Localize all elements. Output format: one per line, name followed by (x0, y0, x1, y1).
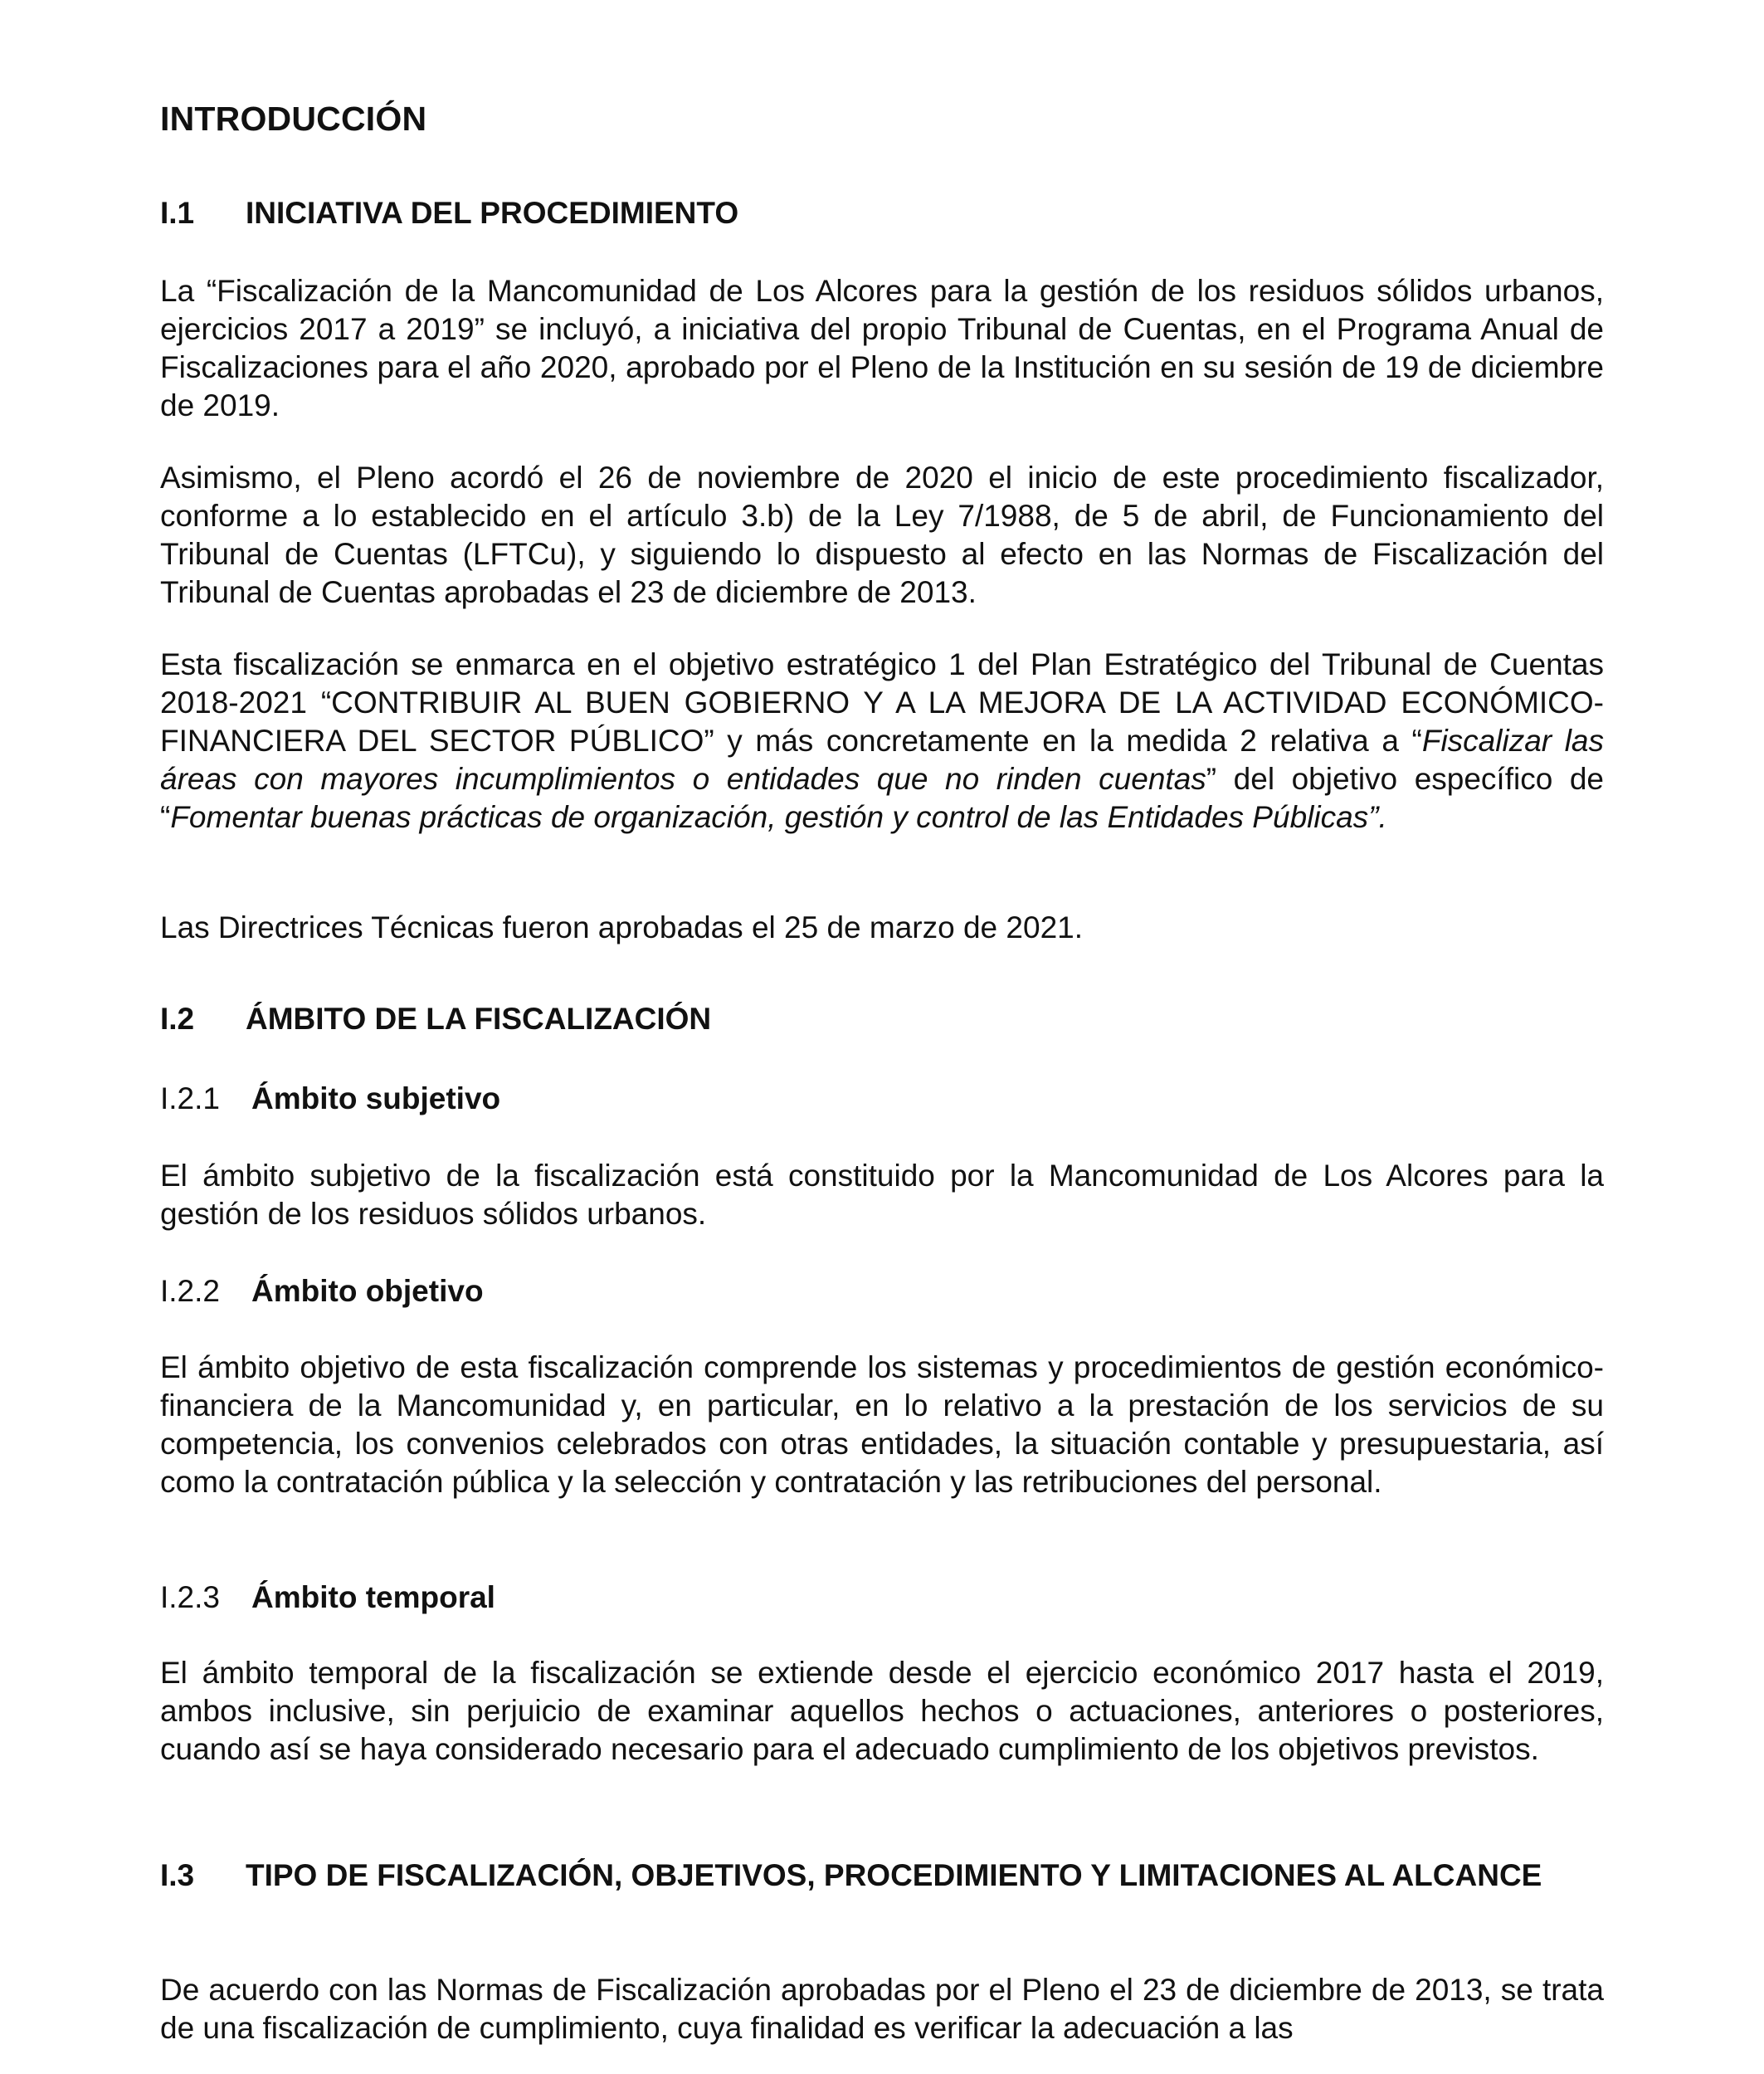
italic-text-run: Fiscalizar las áreas con mayores incumplimientos o entidades que no rinden cuentas (160, 724, 1604, 796)
italic-text-run: Fomentar buenas prácticas de organización, gestión y control de las Entidades Públicas”. (170, 800, 1387, 834)
paragraph-ambito-objetivo: El ámbito objetivo de esta fiscalización comprende los sistemas y procedimientos de gestión económico-financiera de la Mancomunidad y, en particular, en lo relativo a la prestación de los servicios de su competencia, los convenios celebrados con otras entidades, la situación contable y presupuestaria, así como la contratación pública y la selección y contratación y las retribuciones del personal. (160, 1350, 1604, 1499)
section-title: TIPO DE FISCALIZACIÓN, OBJETIVOS, PROCEDIMIENTO Y LIMITACIONES AL ALCANCE (246, 1858, 1542, 1892)
paragraph-ambito-subjetivo: El ámbito subjetivo de la fiscalización está constituido por la Mancomunidad de Los Alcores para la gestión de los residuos sólidos urbanos. (160, 1159, 1604, 1231)
section-title: ÁMBITO DE LA FISCALIZACIÓN (246, 1002, 712, 1036)
subsection-title: Ámbito subjetivo (251, 1081, 501, 1115)
subsection-number: I.2.2 (160, 1274, 220, 1308)
section-heading-1 (160, 194, 1604, 232)
subsection-number: I.2.3 (160, 1580, 220, 1614)
page-title: INTRODUCCIÓN (160, 100, 427, 138)
section-number: I.2 (160, 1002, 195, 1036)
section-number: I.1 (160, 196, 195, 230)
paragraph-iniciativa-1: La “Fiscalización de la Mancomunidad de Los Alcores para la gestión de los residuos sólidos urbanos, ejercicios 2017 a 2019” se incluyó, a iniciativa del propio Tribunal de Cuentas, en el Programa Anual de Fiscalizaciones para el año 2020, aprobado por el Pleno de la Institución en su sesión de 19 de diciembre de 2019. (160, 274, 1604, 422)
paragraph-iniciativa-2: Asimismo, el Pleno acordó el 26 de noviembre de 2020 el inicio de este procedimiento fiscalizador, conforme a lo establecido en el artículo 3.b) de la Ley 7/1988, de 5 de abril, de Funcionamiento del Tribunal de Cuentas (LFTCu), y siguiendo lo dispuesto al efecto en las Normas de Fiscalización del Tribunal de Cuentas aprobadas el 23 de diciembre de 2013. (160, 461, 1604, 609)
subsection-title: Ámbito objetivo (251, 1274, 484, 1308)
paragraph-tipo-fiscalizacion: De acuerdo con las Normas de Fiscalización aprobadas por el Pleno el 23 de diciembre de 2013, se trata de una fiscalización de cumplimiento, cuya finalidad es verificar la adecuación a las (160, 1973, 1604, 2045)
paragraph-iniciativa-3 (160, 646, 1604, 837)
section-heading-2 (160, 1000, 1604, 1038)
section-number: I.3 (160, 1858, 195, 1892)
text-run: Esta fiscalización se enmarca en el objetivo estratégico 1 del Plan Estratégico del Tribunal de Cuentas 2018-2021 “CONTRIBUIR AL BUEN GOBIERNO Y A LA MEJORA DE LA ACTIVIDAD ECONÓMICO-FINANCIERA DEL SECTOR PÚBLICO” y más concretamente en la medida 2 relativa a “ (160, 647, 1604, 758)
subsection-heading-1 (160, 1080, 500, 1118)
section-heading-3 (160, 1857, 1604, 1895)
text-run: ” del objetivo específico de “ (160, 762, 1604, 834)
section-title: INICIATIVA DEL PROCEDIMIENTO (246, 196, 739, 230)
subsection-number: I.2.1 (160, 1081, 220, 1115)
paragraph-ambito-temporal: El ámbito temporal de la fiscalización se extiende desde el ejercicio económico 2017 hasta el 2019, ambos inclusive, sin perjuicio de examinar aquellos hechos o actuaciones, anteriores o posteriores, cuando así se haya considerado necesario para el adecuado cumplimiento de los objetivos previstos. (160, 1656, 1604, 1766)
subsection-title: Ámbito temporal (251, 1580, 495, 1614)
subsection-heading-2 (160, 1272, 484, 1310)
paragraph-iniciativa-4: Las Directrices Técnicas fueron aprobadas el 25 de marzo de 2021. (160, 910, 1084, 944)
subsection-heading-3 (160, 1579, 495, 1617)
document-page (160, 0, 1604, 2074)
